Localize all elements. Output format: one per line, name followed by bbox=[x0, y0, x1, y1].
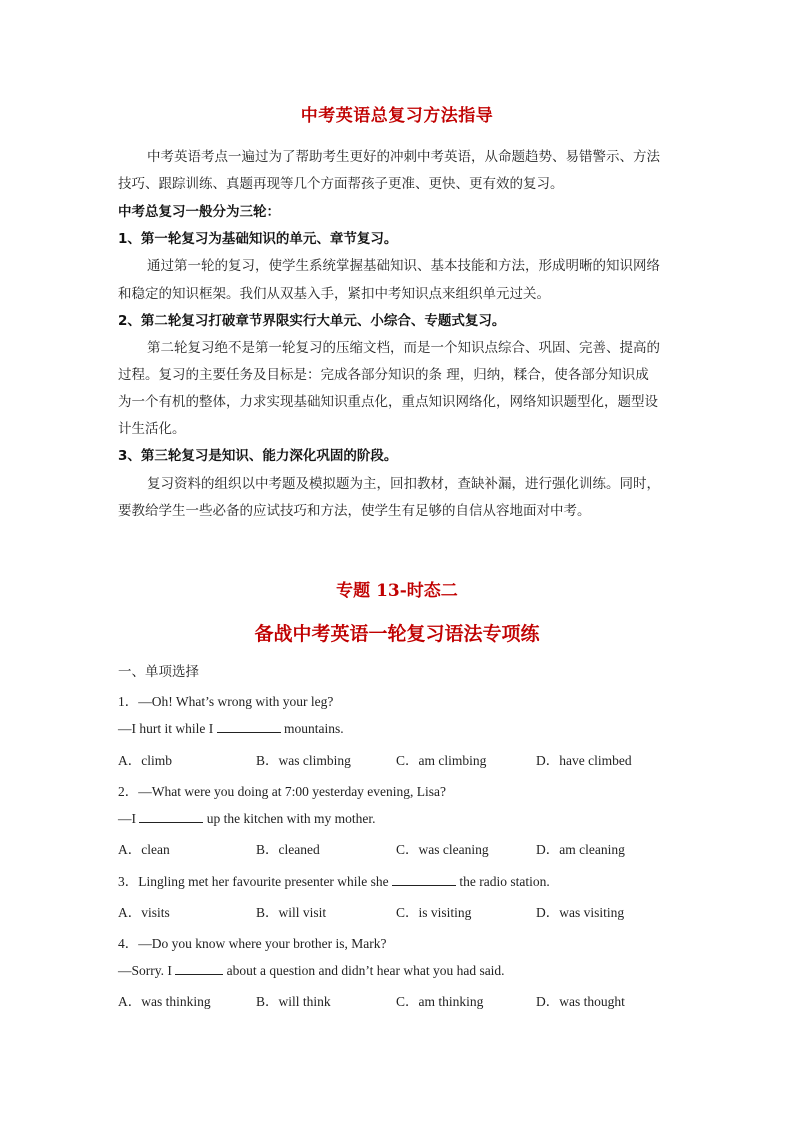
round2-text: 为一个有机的整体，力求实现基础知识重点化，重点知识网络化，网络知识题型化，题型设 bbox=[118, 394, 658, 410]
round1-text: 和稳定的知识框架。我们从双基入手，紧扣中考知识点来组织单元过关。 bbox=[118, 286, 550, 302]
question-1-option-a: A．climb bbox=[118, 753, 172, 768]
round3-heading: 3、第三轮复习是知识、能力深化巩固的阶段。 bbox=[118, 448, 398, 464]
round2-text: 过程。复习的主要任务及目标是：完成各部分知识的条 理，归纳，糅合，使各部分知识成 bbox=[118, 367, 649, 383]
topic-title: 专题 13-时态二 bbox=[336, 581, 458, 601]
question-1-stem: 1．—Oh! What’s wrong with your leg? bbox=[118, 694, 334, 709]
question-1-option-b: B．was climbing bbox=[256, 753, 351, 768]
question-3-stem bbox=[118, 870, 550, 890]
question-text: mountains. bbox=[280, 721, 344, 736]
question-4-option-c: C．am thinking bbox=[396, 994, 484, 1009]
question-text: about a question and didn’t hear what you had said. bbox=[223, 963, 505, 978]
question-3-option-d: D．was visiting bbox=[536, 905, 625, 920]
round2-text: 计生活化。 bbox=[118, 421, 186, 437]
question-2-option-a: A．clean bbox=[118, 842, 170, 857]
question-text: —Sorry. I bbox=[118, 963, 176, 978]
question-1-sentence bbox=[118, 720, 344, 737]
question-text: up the kitchen with my mother. bbox=[203, 811, 376, 826]
round1-text: 通过第一轮的复习，使学生系统掌握基础知识、基本技能和方法，形成明晰的知识网络 bbox=[147, 258, 660, 274]
round3-text: 复习资料的组织以中考题及模拟题为主，回扣教材，查缺补漏，进行强化训练。同时， bbox=[147, 476, 660, 492]
question-1-option-c: C．am climbing bbox=[396, 753, 487, 768]
question-1-option-d: D．have climbed bbox=[536, 753, 632, 768]
question-4-sentence bbox=[118, 962, 505, 979]
answer-blank bbox=[175, 962, 223, 975]
intro-line: 技巧、跟踪训练、真题再现等几个方面帮孩子更准、更快、更有效的复习。 bbox=[118, 176, 564, 192]
guide-title: 中考英语总复习方法指导 bbox=[300, 106, 494, 126]
rounds-heading: 中考总复习一般分为三轮： bbox=[118, 204, 280, 220]
question-3-option-a: A．visits bbox=[118, 905, 170, 920]
question-4-option-d: D．was thought bbox=[536, 994, 625, 1009]
round2-text: 第二轮复习绝不是第一轮复习的压缩文档，而是一个知识点综合、巩固、完善、提高的 bbox=[147, 340, 660, 356]
question-3-option-b: B．will visit bbox=[256, 905, 327, 920]
answer-blank bbox=[139, 810, 203, 823]
topic-subtitle: 备战中考英语一轮复习语法专项练 bbox=[254, 623, 540, 645]
question-3-option-c: C．is visiting bbox=[396, 905, 472, 920]
question-text: —I hurt it while I bbox=[118, 721, 217, 736]
round1-heading: 1、第一轮复习为基础知识的单元、章节复习。 bbox=[118, 231, 398, 247]
round2-heading: 2、第二轮复习打破章节界限实行大单元、小综合、专题式复习。 bbox=[118, 313, 506, 329]
round3-text: 要教给学生一些必备的应试技巧和方法，使学生有足够的自信从容地面对中考。 bbox=[118, 503, 591, 519]
answer-blank bbox=[217, 720, 281, 733]
question-2-stem: 2．—What were you doing at 7:00 yesterday evening, Lisa? bbox=[118, 784, 447, 799]
section-heading: 一、单项选择 bbox=[118, 664, 199, 680]
question-4-stem: 4．—Do you know where your brother is, Mark? bbox=[118, 936, 387, 951]
question-text: 3．Lingling met her favourite presenter while she bbox=[118, 874, 393, 889]
question-2-sentence bbox=[118, 810, 375, 827]
question-4-option-b: B．will think bbox=[256, 994, 331, 1009]
question-2-option-b: B．cleaned bbox=[256, 842, 320, 857]
question-4-option-a: A．was thinking bbox=[118, 994, 211, 1009]
question-text: —I bbox=[118, 811, 140, 826]
intro-line: 中考英语考点一遍过为了帮助考生更好的冲刺中考英语，从命题趋势、易错警示、方法 bbox=[147, 149, 660, 165]
question-2-option-d: D．am cleaning bbox=[536, 842, 625, 857]
answer-blank bbox=[392, 873, 456, 886]
question-2-option-c: C．was cleaning bbox=[396, 842, 489, 857]
question-text: the radio station. bbox=[456, 874, 550, 889]
